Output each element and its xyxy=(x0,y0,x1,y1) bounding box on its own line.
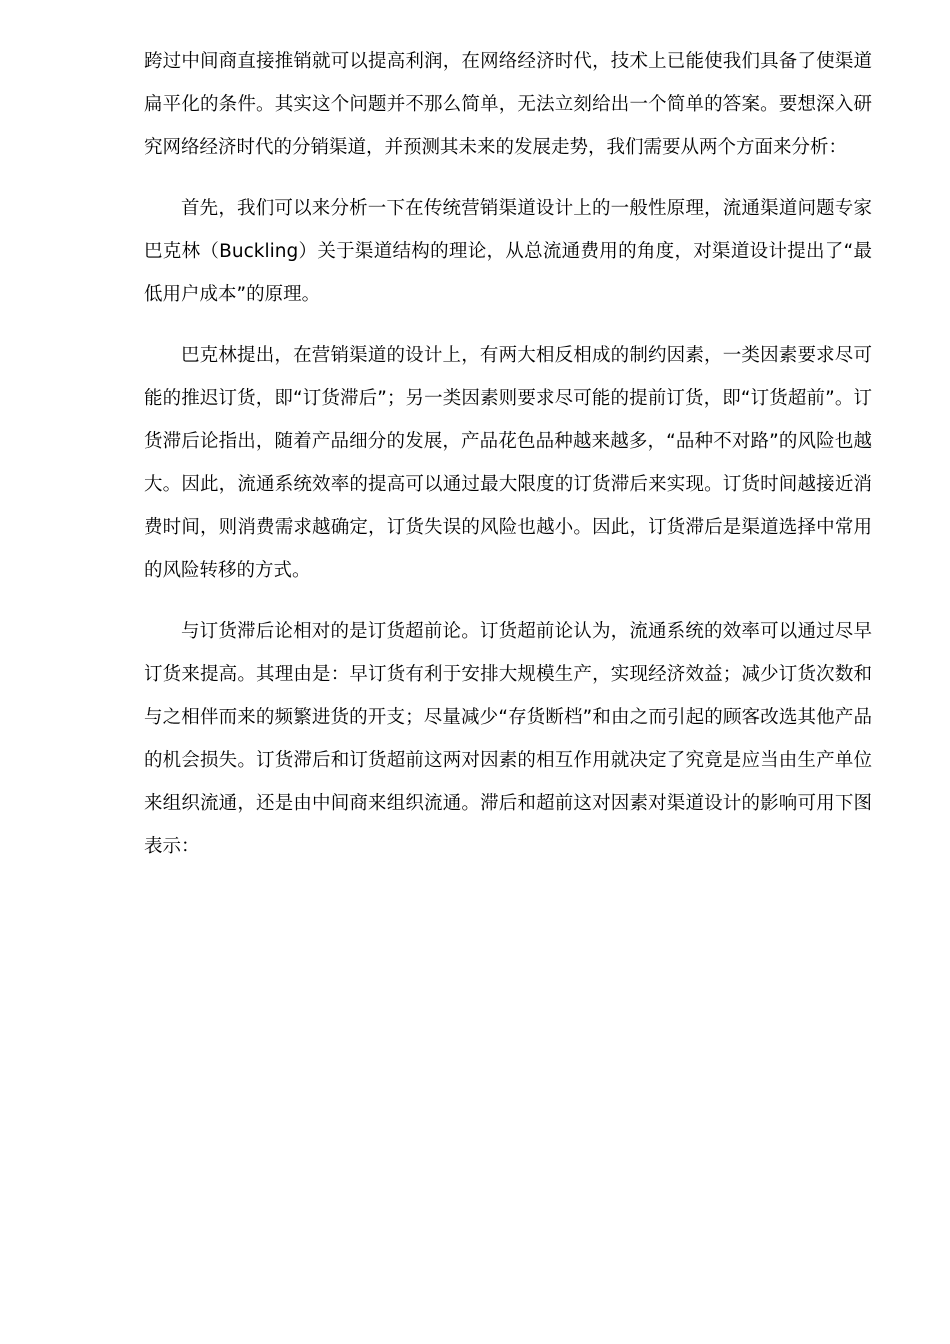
paragraph-3: 巴克林提出，在营销渠道的设计上，有两大相反相成的制约因素，一类因素要求尽可能的推迟订货，即“订货滞后”；另一类因素则要求尽可能的提前订货，即“订货超前”。订货滞后论指出，随着产品细分的发展，产品花色品种越来越多，“品种不对路”的风险也越大。因此，流通系统效率的提高可以通过最大限度的订货滞后来实现。订货时间越接近消费时间，则消费需求越确定，订货失误的风险也越小。因此，订货滞后是渠道选择中常用的风险转移的方式。 xyxy=(144,345,872,581)
paragraph-2: 首先，我们可以来分析一下在传统营销渠道设计上的一般性原理，流通渠道问题专家巴克林（Buckling）关于渠道结构的理论，从总流通费用的角度，对渠道设计提出了“最低用户成本”的原理。 xyxy=(144,198,872,305)
document-body xyxy=(144,40,872,868)
paragraph-1: 跨过中间商直接推销就可以提高利润，在网络经济时代，技术上已能使我们具备了使渠道扁平化的条件。其实这个问题并不那么简单，无法立刻给出一个简单的答案。要想深入研究网络经济时代的分销渠道，并预测其未来的发展走势，我们需要从两个方面来分析： xyxy=(144,51,872,158)
paragraph-4: 与订货滞后论相对的是订货超前论。订货超前论认为，流通系统的效率可以通过尽早订货来提高。其理由是：早订货有利于安排大规模生产，实现经济效益；减少订货次数和与之相伴而来的频繁进货的开支；尽量减少“存货断档”和由之而引起的顾客改选其他产品的机会损失。订货滞后和订货超前这两对因素的相互作用就决定了究竟是应当由生产单位来组织流通，还是由中间商来组织流通。滞后和超前这对因素对渠道设计的影响可用下图表示： xyxy=(144,621,872,857)
